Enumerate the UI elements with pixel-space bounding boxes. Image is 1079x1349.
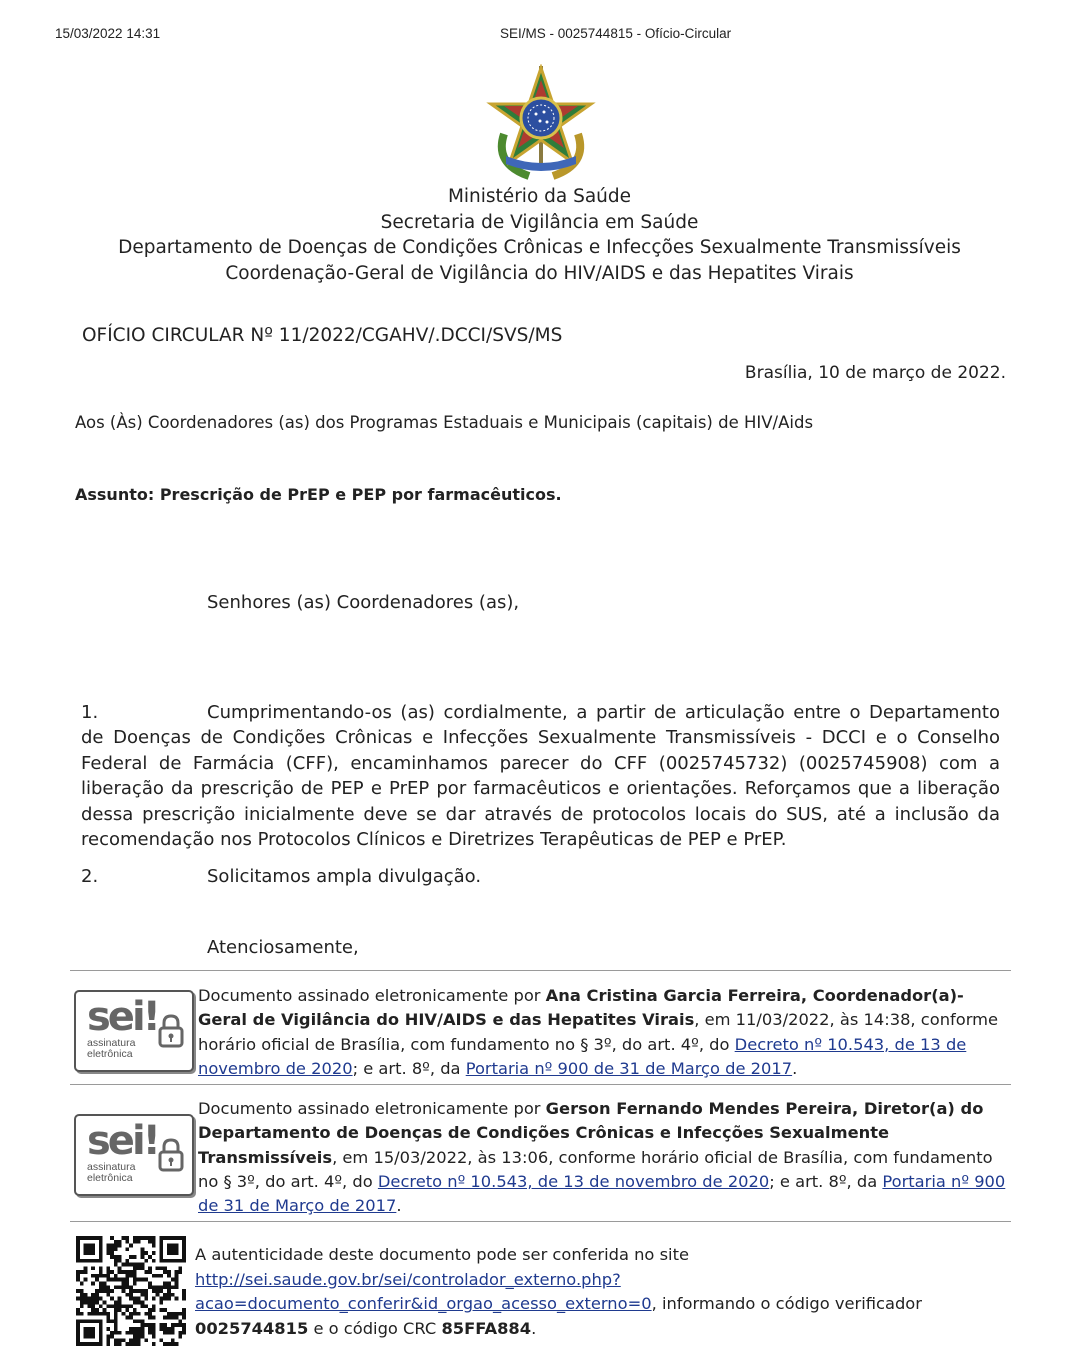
paragraph-2 xyxy=(81,864,1000,889)
crc-code: 85FFA884 xyxy=(441,1318,532,1338)
paragraph-number: 2. xyxy=(81,866,99,887)
recipients-line: Aos (Às) Coordenadores (as) dos Programas Estaduais e Municipais (capitais) de HIV/Aids xyxy=(75,413,814,432)
ministry-name: Ministério da Saúde xyxy=(447,186,632,207)
paragraph-text: Cumprimentando-os (as) cordialmente, a partir de articulação entre o Departamento de Doenças de Condições Crônicas e Infecções Sexualmente Transmissíveis - DCCI e o Conselho Federal de Farmácia (CFF), encaminhamos parecer do CFF (0025745732) (0025745908) com a liberação da prescrição de PEP e PrEP por farmacêuticos e orientações. Reforçamos que a liberação dessa prescrição inicialmente deve se dar através de protocolos locais do SUS, até a inclusão da recomendação nos Protocolos Clínicos e Diretrizes Terapêuticas de PEP e PrEP. xyxy=(81,702,1000,851)
date-line: Brasília, 10 de março de 2022. xyxy=(744,363,1006,383)
sei-signature-seal xyxy=(74,1114,194,1196)
paragraph-number: 1. xyxy=(81,702,99,723)
brazil-coat-of-arms-icon xyxy=(484,64,598,180)
signature-block-1: Documento assinado eletronicamente por Ana Cristina Garcia Ferreira, Coordenador(a)-Geral de Vigilância do HIV/AIDS e das Hepatites Virais, em 11/03/2022, às 14:38, conforme horário oficial de Brasília, com fundamento no § 3º, do art. 4º, do Decreto nº 10.543, de 13 de novembro de 2020; e art. 8º, da Portaria nº 900 de 31 de Março de 2017. xyxy=(198,986,998,1078)
document-reference: SEI/MS - 0025744815 - Ofício-Circular xyxy=(500,26,732,41)
sei-logo-text: sei! xyxy=(87,994,158,1040)
decree-link[interactable]: Decreto nº 10.543, de 13 de novembro de 2020 xyxy=(198,1034,967,1078)
department-name: Departamento de Doenças de Condições Crônicas e Infecções Sexualmente Transmissíveis xyxy=(118,237,961,259)
paragraph-1 xyxy=(81,700,1000,852)
divider xyxy=(70,1084,1011,1085)
ordinance-link[interactable]: Portaria nº 900 de 31 de Março de 2017 xyxy=(465,1058,793,1078)
sei-signature-seal xyxy=(74,990,194,1072)
paragraph-text: Solicitamos ampla divulgação. xyxy=(207,866,482,887)
signer-name: Ana Cristina Garcia Ferreira, Coordenador(a)-Geral de Vigilância do HIV/AIDS e das Hepatites Virais xyxy=(198,986,964,1030)
divider xyxy=(70,970,1011,971)
signature-block-2: Documento assinado eletronicamente por Gerson Fernando Mendes Pereira, Diretor(a) do Departamento de Doenças de Condições Crônicas e Infecções Sexualmente Transmissíveis, em 15/03/2022, às 13:06, conforme horário oficial de Brasília, com fundamento no § 3º, do art. 4º, do Decreto nº 10.543, de 13 de novembro de 2020; e art. 8º, da Portaria nº 900 de 31 de Março de 2017. xyxy=(198,1099,1006,1216)
sei-logo-text: sei! xyxy=(87,1118,158,1164)
authenticity-note: A autenticidade deste documento pode ser conferida no site http://sei.saude.gov.br/sei/controlador_externo.php? acao=documento_conferir&id_orgao_acesso_externo=0, informando o código verificador 0025744815 e o código CRC 85FFA884. xyxy=(195,1245,922,1338)
oficio-number: OFÍCIO CIRCULAR Nº 11/2022/CGAHV/.DCCI/SVS/MS xyxy=(82,325,563,346)
lock-icon xyxy=(158,1138,184,1172)
ordinance-link[interactable]: Portaria nº 900 de 31 de Março de 2017 xyxy=(198,1171,1006,1216)
subject-line: Assunto: Prescrição de PrEP e PEP por farmacêuticos. xyxy=(75,485,562,504)
qr-code-icon xyxy=(76,1236,186,1346)
verifier-code: 0025744815 xyxy=(195,1318,309,1338)
verification-url-link[interactable]: http://sei.saude.gov.br/sei/controlador_externo.php? acao=documento_conferir&id_orgao_acesso_externo=0 xyxy=(195,1269,652,1313)
seal-caption: assinatura eletrônica xyxy=(87,1037,136,1060)
lock-icon xyxy=(158,1014,184,1048)
divider xyxy=(70,1221,1011,1222)
print-timestamp: 15/03/2022 14:31 xyxy=(55,26,161,41)
seal-caption: assinatura eletrônica xyxy=(87,1161,136,1184)
coordination-name: Coordenação-Geral de Vigilância do HIV/AIDS e das Hepatites Virais xyxy=(225,263,854,285)
secretariat-name: Secretaria de Vigilância em Saúde xyxy=(380,211,699,233)
letterhead xyxy=(0,184,1079,287)
closing-line: Atenciosamente, xyxy=(207,937,359,958)
signer-name: Gerson Fernando Mendes Pereira, Diretor(a) do Departamento de Doenças de Condições Crônicas e Infecções Sexualmente Transmissíveis xyxy=(198,1099,984,1167)
decree-link[interactable]: Decreto nº 10.543, de 13 de novembro de 2020 xyxy=(377,1171,770,1191)
salutation: Senhores (as) Coordenadores (as), xyxy=(207,592,520,613)
